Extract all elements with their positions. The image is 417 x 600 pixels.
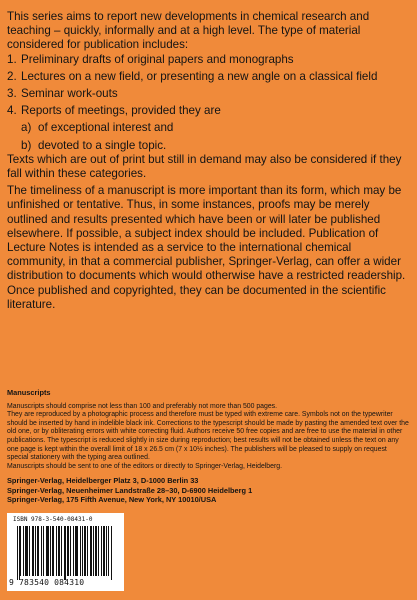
barcode-digits: 9 783540 084310 [9,578,85,587]
barcode-bar [111,526,112,580]
barcode-bar [48,526,49,576]
barcode-bar [106,526,107,576]
barcode-bar [61,526,62,576]
sub-list-item: b) devoted to a single topic. [21,138,167,152]
barcode-bar [33,526,34,576]
barcode-bar [93,526,94,576]
intro-paragraph: This series aims to report new developments in chemical research and teaching – quickly, informally and at a high level. The type of material considered for publication includes: [7,10,370,52]
barcode-bar [52,526,53,576]
barcode-bar [41,526,42,576]
barcode-bar [76,526,77,576]
barcode-bar [108,526,109,576]
barcode-bar [85,526,86,576]
barcode-bar [87,526,88,576]
barcode-bar [46,526,47,576]
barcode-bar [104,526,105,576]
list-item: 1. Preliminary drafts of original papers and monographs [7,52,294,66]
barcode-bar [32,526,33,576]
barcode-bar [35,526,36,576]
barcode-bar [67,526,68,576]
barcode-bar [75,526,76,576]
barcode-bar [58,526,59,576]
publisher-addresses [7,476,410,505]
barcode-bar [59,526,60,576]
barcode-bar [65,526,66,580]
barcode-bar [91,526,92,576]
back-cover-text [7,10,410,312]
barcode-icon [17,526,114,580]
barcode-panel [7,513,124,591]
barcode-bar [82,526,83,576]
barcode-bar [98,526,99,576]
barcode-bar [90,526,91,576]
barcode-bar [77,526,78,576]
manuscripts-instructions: They are reproduced by a photographic process and therefore must be typed with extreme care. Symbols not on the typewriter should be inserted by hand in indelible black ink. Corrections to the typescript should be made by pasting the amended text over the old one, or by obliterating errors with white correcting fluid. Authors receive 50 free copies and are free to use the material in other publications. The typescript is reduced slightly in size during reproduction; best results will not be obtained unless the text on any one page is kept within the overall limit of 18 x 26.5 cm (7 x 10½ inches). The publishers will be pleased to supply on request special stationery with the typing area outlined. [7,411,409,462]
address-berlin: Springer-Verlag, Heidelberger Platz 3, D-1000 Berlin 33 [7,476,199,485]
address-heidelberg: Springer-Verlag, Neuenheimer Landstraße 28–30, D-6900 Heidelberg 1 [7,485,253,495]
sub-list-item: a) of exceptional interest and [21,121,174,135]
barcode-bar [50,526,51,576]
barcode-bar [17,526,18,580]
isbn-label: ISBN 978-3-540-08431-0 [13,516,93,523]
address-new-york: Springer-Verlag, 175 Fifth Avenue, New York, NY 10010/USA [7,495,217,505]
list-item: 3. Seminar work-outs [7,87,118,101]
out-of-print-paragraph: Texts which are out of print but still in demand may also be considered if they fall within these categories. [7,152,402,181]
barcode-bar [84,526,85,576]
barcode-bar [101,526,102,576]
barcode-bar [64,526,65,580]
manuscripts-section [7,389,410,471]
barcode-bar [43,526,44,576]
manuscripts-length: Manuscripts should comprise not less than 100 and preferably not more than 500 pages. [7,402,278,410]
barcode-bar [26,526,27,576]
barcode-bar [25,526,26,576]
barcode-bar [20,526,21,576]
barcode-bar [70,526,71,576]
barcode-bar [23,526,24,576]
list-item: 2. Lectures on a new field, or presenting a new angle on a classical field [7,69,378,83]
barcode-bar [96,526,97,576]
barcode-bar [38,526,39,576]
timeliness-paragraph: The timeliness of a manuscript is more important than its form, which may be unfinished or tentative. Thus, in some instances, proofs may be merely outlined and results presented which have been or will later be published elsewhere. If possible, a subject index should be included. Publication of Lecture Notes is intended as a service to the international chemical community, in that a commercial publisher, Springer-Verlag, can offer a wider distribution to documents which would otherwise have a restricted readership. Once published and copyrighted, they can be documented in the scientific literature. [7,184,406,311]
barcode-bar [95,526,96,576]
barcode-bar [80,526,81,576]
barcode-bar [19,526,20,580]
manuscripts-submission: Manuscripts should be sent to one of the editors or directly to Springer-Verlag, Heidelberg. [7,462,283,470]
barcode-bar [37,526,38,576]
barcode-bar [47,526,48,576]
barcode-bar [68,526,69,576]
barcode-bar [53,526,54,576]
barcode-bar [27,526,28,576]
barcode-bar [56,526,57,576]
barcode-bar [103,526,104,576]
list-item: 4. Reports of meetings, provided they are [7,104,221,118]
series-description [7,10,410,312]
barcode-bar [73,526,74,576]
barcode-bar [29,526,30,576]
manuscripts-heading: Manuscripts [7,388,51,397]
